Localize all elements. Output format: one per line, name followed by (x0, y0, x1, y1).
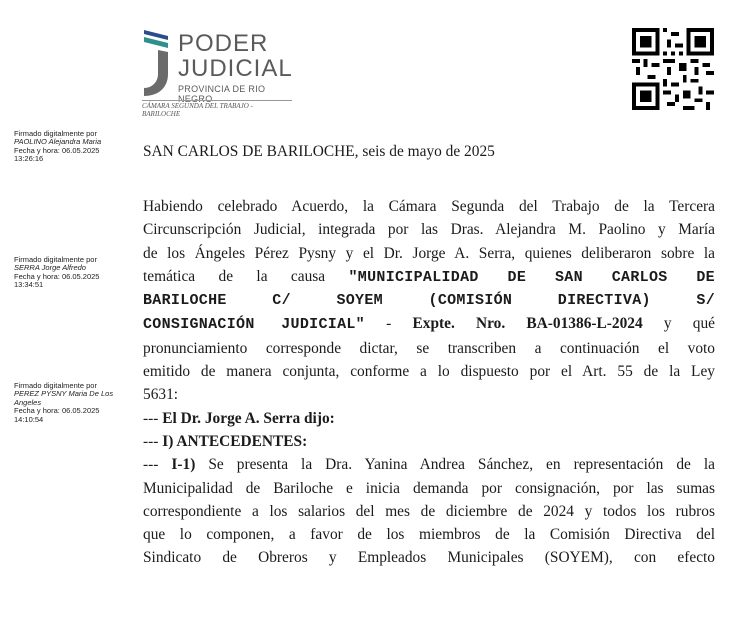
paragraph-line: 5631: (143, 386, 179, 404)
dash-prefix: --- (143, 456, 172, 474)
paragraph-line: pronunciamiento corresponde dictar, se transcriben a continuación el voto (143, 339, 715, 357)
text-fragment: temática de la causa (143, 267, 349, 285)
paragraph-line: de los Ángeles Pérez Pysny y el Dr. Jorge A. Serra, quienes deliberaron sobre la (143, 244, 715, 262)
paragraph-line (143, 265, 715, 289)
heading-text: I) ANTECEDENTES: (162, 432, 308, 450)
paragraph-line (143, 312, 715, 336)
paragraph-line (143, 453, 715, 476)
signature-time: 13:34:51 (14, 280, 44, 290)
heading-text: El Dr. Jorge A. Serra dijo: (162, 409, 335, 427)
section-heading-judge (143, 407, 715, 430)
digital-signature-1 (14, 130, 129, 164)
signature-label: Firmado digitalmente por (14, 129, 97, 138)
paragraph-line: Sindicato de Obreros y Empleados Municipales (SOYEM), con efecto (143, 549, 715, 567)
case-title: "MUNICIPALIDAD DE SAN CARLOS DE (348, 268, 715, 286)
logo-subtitle: CÁMARA SEGUNDA DEL TRABAJO - BARILOCHE (142, 100, 292, 118)
paragraph-line: correspondiente a los salarios del mes de diciembre de 2024 y todos los rubros (143, 502, 715, 520)
logo-line-2: JUDICIAL (178, 55, 293, 82)
text-fragment: - (364, 315, 413, 333)
paragraph-line: Municipalidad de Bariloche e inicia demanda por consignación, por las sumas (143, 479, 715, 497)
case-number: Expte. Nro. BA-01386-L-2024 (412, 315, 643, 333)
signature-label: Firmado digitalmente por (14, 381, 97, 390)
paragraph-line: Habiendo celebrado Acuerdo, la Cámara Segunda del Trabajo de la Tercera (143, 198, 715, 215)
signature-name: SERRA Jorge Alfredo (14, 263, 86, 273)
paragraph-line: emitido de manera conjunta, conforme a lo dispuesto por el Art. 55 de la Ley (143, 363, 715, 381)
paragraph-line: Circunscripción Judicial, integrada por las Dras. Alejandra M. Paolino y María (143, 221, 715, 239)
qr-code-icon (632, 28, 714, 110)
dash-prefix: --- (143, 432, 163, 450)
poder-judicial-logo (140, 28, 300, 118)
digital-signature-3 (14, 382, 129, 424)
dash-prefix: --- (143, 409, 163, 427)
signature-date: Fecha y hora: 06.05.2025 (14, 406, 100, 416)
signature-name: PAOLINO Alejandra Maria (14, 137, 102, 147)
text-fragment: Se presenta la Dra. Yanina Andrea Sánchez, en representación de la (195, 456, 715, 474)
logo-line-3: PROVINCIA DE RIO NEGRO (178, 84, 266, 104)
signature-date: Fecha y hora: 06.05.2025 (14, 271, 100, 281)
case-title: CONSIGNACIÓN JUDICIAL" (143, 316, 365, 334)
signature-label: Firmado digitalmente por (14, 255, 97, 264)
case-title-line: BARILOCHE C/ SOYEM (COMISIÓN DIRECTIVA) S/ (143, 292, 715, 310)
paragraph-line: que lo componen, a favor de los miembros de la Comisión Directiva del (143, 526, 715, 544)
item-number: I-1) (171, 456, 196, 474)
signature-time: 14:10:54 (14, 414, 44, 424)
judicial-emblem-icon (140, 28, 172, 98)
signature-date: Fecha y hora: 06.05.2025 (14, 145, 100, 155)
signature-name-cont: Angeles (14, 397, 42, 407)
document-date-line: SAN CARLOS DE BARILOCHE, seis de mayo de 2025 (143, 143, 495, 160)
signature-time: 13:26:16 (14, 154, 44, 164)
digital-signature-2 (14, 256, 129, 290)
document-body (143, 195, 715, 570)
text-fragment: y qué (642, 315, 715, 333)
section-heading-antecedentes (143, 430, 715, 453)
signature-name: PEREZ PYSNY Maria De Los (14, 389, 114, 399)
logo-line-1: PODER (178, 30, 269, 57)
